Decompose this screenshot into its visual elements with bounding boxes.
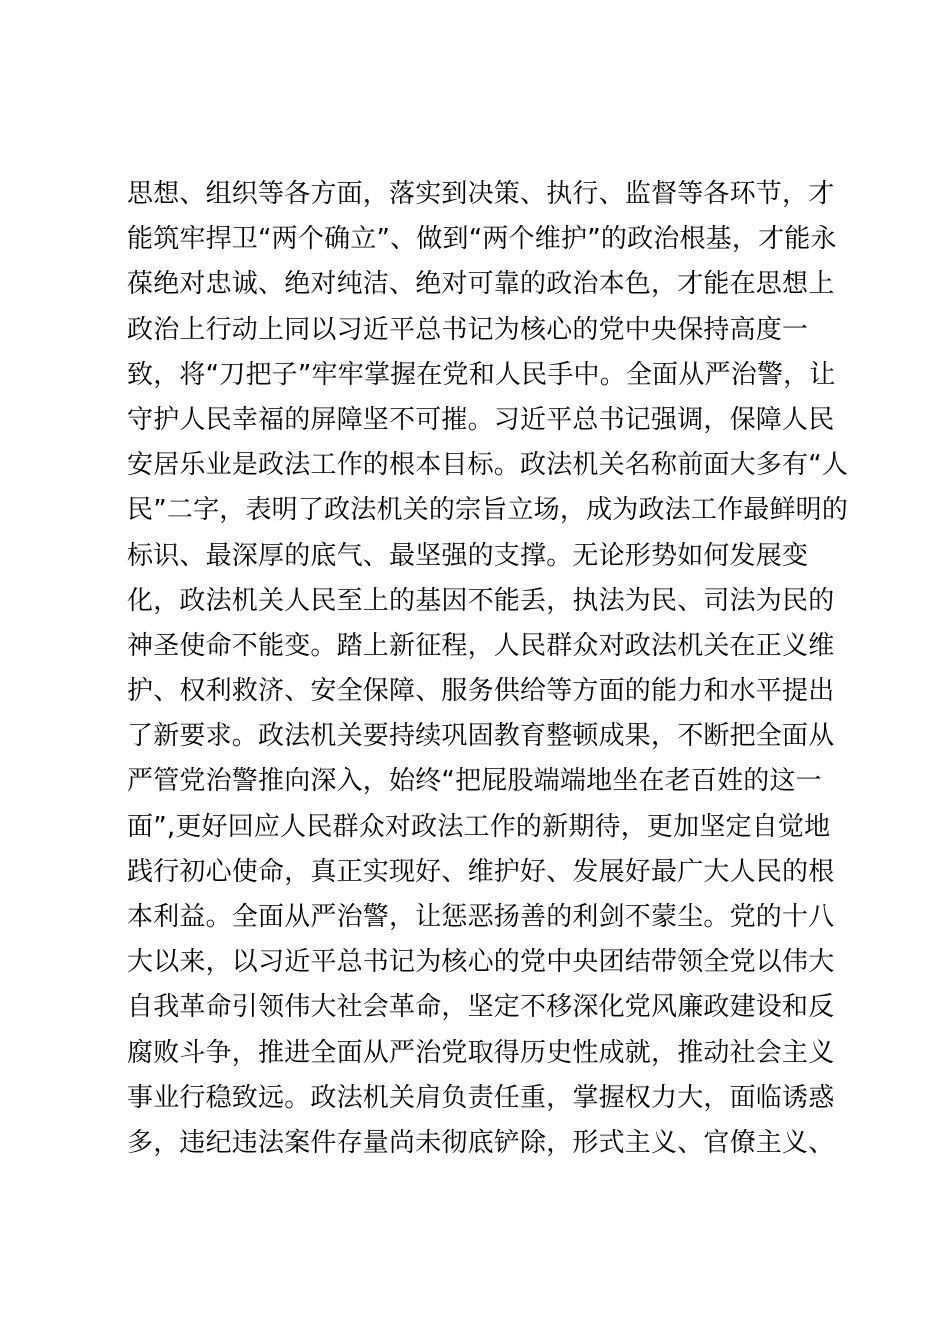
text-line: 民”二字，表明了政法机关的宗旨立场，成为政法工作最鲜明的 [127, 495, 849, 526]
text-line: 自我革命引领伟大社会革命，坚定不移深化党风廉政建设和反 [127, 992, 835, 1023]
text-line: 了新要求。政法机关要持续巩固教育整顿成果，不断把全面从 [127, 721, 835, 752]
text-line: 思想、组织等各方面，落实到决策、执行、监督等各环节，才 [127, 179, 835, 209]
text-line: 安居乐业是政法工作的根本目标。政法机关名称前面大多有“人 [127, 450, 849, 481]
text-line: 本利益。全面从严治警，让惩恶扬善的利剑不蒙尘。党的十八 [127, 902, 835, 932]
text-line: 多，违纪违法案件存量尚未彻底铲除，形式主义、官僚主义、 [127, 1127, 835, 1158]
text-line: 严管党治警推向深入，始终“把屁股端端地坐在老百姓的这一 [127, 766, 822, 797]
text-line: 致，将“刀把子”牢牢掌握在党和人民手中。全面从严治警，让 [127, 359, 836, 390]
text-line: 葆绝对忠诚、绝对纯洁、绝对可靠的政治本色，才能在思想上 [127, 269, 835, 300]
text-line: 面”,更好回应人民群众对政法工作的新期待，更加坚定自觉地 [127, 811, 831, 842]
text-line: 能筑牢捍卫“两个确立”、做到“两个维护”的政治根基，才能永 [127, 224, 837, 255]
text-line: 化，政法机关人民至上的基因不能丢，执法为民、司法为民的 [127, 585, 835, 616]
body-text [127, 172, 847, 1166]
text-line: 守护人民幸福的屏障坚不可摧。习近平总书记强调，保障人民 [127, 404, 835, 435]
text-line: 践行初心使命，真正实现好、维护好、发展好最广大人民的根 [127, 856, 835, 887]
text-line: 事业行稳致远。政法机关肩负责任重，掌握权力大，面临诱惑 [127, 1082, 835, 1113]
text-line: 政治上行动上同以习近平总书记为核心的党中央保持高度一 [127, 314, 809, 345]
text-line: 神圣使命不能变。踏上新征程，人民群众对政法机关在正义维 [127, 630, 835, 661]
text-line: 大以来，以习近平总书记为核心的党中央团结带领全党以伟大 [127, 947, 835, 978]
text-line: 腐败斗争，推进全面从严治党取得历史性成就，推动社会主义 [127, 1037, 835, 1068]
text-line: 标识、最深厚的底气、最坚强的支撑。无论形势如何发展变 [127, 540, 809, 571]
text-line: 护、权利救济、安全保障、服务供给等方面的能力和水平提出 [127, 676, 835, 707]
